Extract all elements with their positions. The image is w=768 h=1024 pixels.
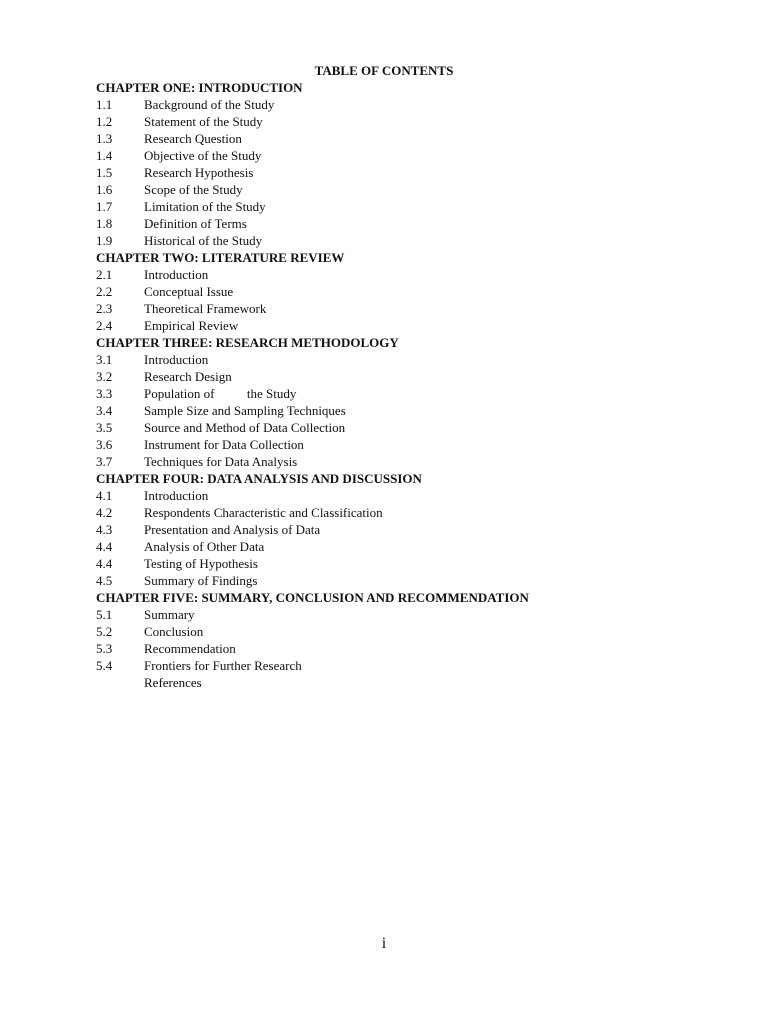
section-number: 5.2 xyxy=(96,624,113,639)
toc-entry[interactable] xyxy=(96,113,696,130)
toc-entry[interactable] xyxy=(96,504,696,521)
toc-entry[interactable] xyxy=(96,147,696,164)
toc-entry[interactable] xyxy=(96,232,696,249)
section-number: 2.1 xyxy=(96,267,113,282)
section-title: Definition of Terms xyxy=(144,216,247,231)
section-title: Research Design xyxy=(144,369,232,384)
section-number: 2.2 xyxy=(96,284,113,299)
toc-entry[interactable] xyxy=(96,419,696,436)
toc-entry[interactable] xyxy=(96,181,696,198)
toc-entry[interactable] xyxy=(96,453,696,470)
section-number: 1.1 xyxy=(96,97,113,112)
document-page xyxy=(96,62,696,691)
section-number: 4.5 xyxy=(96,573,113,588)
section-number: 3.1 xyxy=(96,352,113,367)
section-number: 4.1 xyxy=(96,488,113,503)
toc-entry[interactable] xyxy=(96,300,696,317)
section-number: 1.8 xyxy=(96,216,113,231)
section-number: 1.5 xyxy=(96,165,113,180)
section-number: 3.6 xyxy=(96,437,113,452)
toc-entry[interactable] xyxy=(96,130,696,147)
section-title: Summary xyxy=(144,607,195,622)
toc-entry[interactable] xyxy=(96,385,696,402)
section-number: 3.5 xyxy=(96,420,113,435)
section-title: Limitation of the Study xyxy=(144,199,266,214)
chapter-heading[interactable]: CHAPTER THREE: RESEARCH METHODOLOGY xyxy=(96,335,399,350)
section-title: Frontiers for Further Research xyxy=(144,658,302,673)
section-number: 3.4 xyxy=(96,403,113,418)
section-title: Analysis of Other Data xyxy=(144,539,265,554)
section-title: Source and Method of Data Collection xyxy=(144,420,346,435)
section-number: 3.7 xyxy=(96,454,113,469)
section-title: Instrument for Data Collection xyxy=(144,437,304,452)
toc-entry[interactable] xyxy=(96,538,696,555)
toc-entry[interactable] xyxy=(96,657,696,674)
toc-entry[interactable] xyxy=(96,402,696,419)
section-number: 4.3 xyxy=(96,522,113,537)
section-number: 3.3 xyxy=(96,386,113,401)
section-number: 2.4 xyxy=(96,318,113,333)
toc-entry[interactable] xyxy=(96,283,696,300)
section-title: Sample Size and Sampling Techniques xyxy=(144,403,346,418)
section-number: 1.3 xyxy=(96,131,113,146)
section-title: Testing of Hypothesis xyxy=(144,556,258,571)
section-title: Population of the Study xyxy=(144,386,297,401)
toc-body xyxy=(96,79,696,674)
toc-entry[interactable] xyxy=(96,198,696,215)
toc-entry[interactable] xyxy=(96,436,696,453)
section-title: Empirical Review xyxy=(144,318,239,333)
section-number: 1.7 xyxy=(96,199,113,214)
toc-entry[interactable] xyxy=(96,487,696,504)
toc-entry[interactable] xyxy=(96,572,696,589)
section-title: Scope of the Study xyxy=(144,182,243,197)
section-number: 4.4 xyxy=(96,539,113,554)
section-title: Research Hypothesis xyxy=(144,165,254,180)
section-title: Introduction xyxy=(144,267,209,282)
section-title: Respondents Characteristic and Classification xyxy=(144,505,383,520)
section-number: 2.3 xyxy=(96,301,113,316)
toc-entry[interactable] xyxy=(96,317,696,334)
section-number: 5.4 xyxy=(96,658,113,673)
toc-entry[interactable] xyxy=(96,640,696,657)
references-entry[interactable]: References xyxy=(144,675,202,690)
chapter-heading[interactable]: CHAPTER ONE: INTRODUCTION xyxy=(96,80,303,95)
section-number: 5.1 xyxy=(96,607,113,622)
section-number: 1.6 xyxy=(96,182,113,197)
toc-entry[interactable] xyxy=(96,266,696,283)
section-title: Techniques for Data Analysis xyxy=(144,454,298,469)
toc-title: TABLE OF CONTENTS xyxy=(314,63,454,78)
section-title: Introduction xyxy=(144,352,209,367)
toc-entry[interactable] xyxy=(96,215,696,232)
section-number: 4.2 xyxy=(96,505,113,520)
page-number: i xyxy=(381,935,387,952)
chapter-heading[interactable]: CHAPTER FOUR: DATA ANALYSIS AND DISCUSSION xyxy=(96,471,422,486)
chapter-heading[interactable]: CHAPTER TWO: LITERATURE REVIEW xyxy=(96,250,345,265)
toc-entry[interactable] xyxy=(96,164,696,181)
section-title: Theoretical Framework xyxy=(144,301,267,316)
section-title: Conceptual Issue xyxy=(144,284,234,299)
section-title: Recommendation xyxy=(144,641,236,656)
toc-entry[interactable] xyxy=(96,368,696,385)
toc-entry[interactable] xyxy=(96,351,696,368)
section-title: Summary of Findings xyxy=(144,573,258,588)
toc-entry[interactable] xyxy=(96,96,696,113)
toc-entry[interactable] xyxy=(96,555,696,572)
section-title: Introduction xyxy=(144,488,209,503)
section-title: Conclusion xyxy=(144,624,204,639)
section-title: Research Question xyxy=(144,131,242,146)
section-number: 5.3 xyxy=(96,641,113,656)
toc-entry[interactable] xyxy=(96,623,696,640)
section-title: Presentation and Analysis of Data xyxy=(144,522,321,537)
section-title: Background of the Study xyxy=(144,97,275,112)
section-title: Statement of the Study xyxy=(144,114,263,129)
toc-entry[interactable] xyxy=(96,521,696,538)
toc-entry[interactable] xyxy=(96,606,696,623)
section-number: 1.4 xyxy=(96,148,113,163)
section-number: 1.2 xyxy=(96,114,113,129)
chapter-heading[interactable]: CHAPTER FIVE: SUMMARY, CONCLUSION AND RECOMMENDATION xyxy=(96,590,529,605)
section-number: 1.9 xyxy=(96,233,113,248)
section-title: Historical of the Study xyxy=(144,233,263,248)
section-title: Objective of the Study xyxy=(144,148,262,163)
section-number: 4.4 xyxy=(96,556,113,571)
section-number: 3.2 xyxy=(96,369,113,384)
